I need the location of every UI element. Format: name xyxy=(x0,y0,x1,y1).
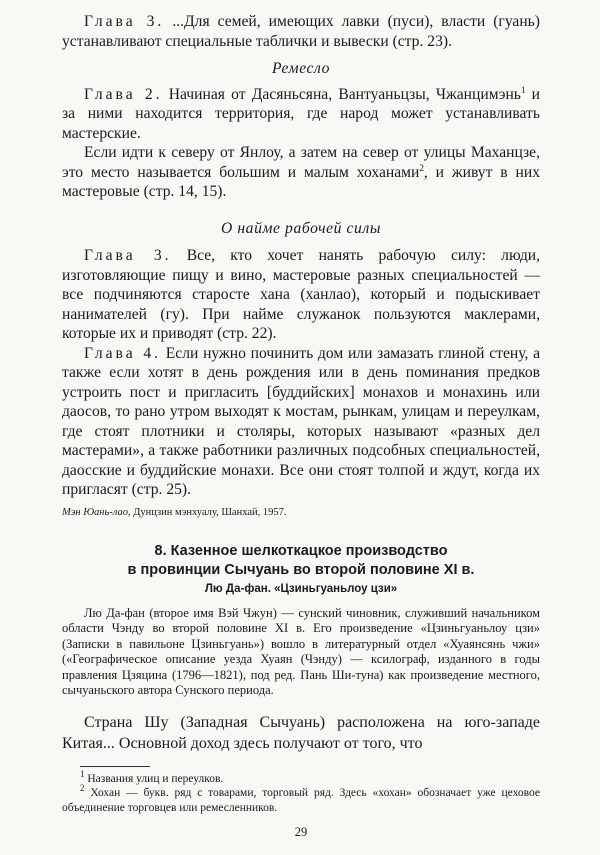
footnote-divider xyxy=(80,766,150,767)
paragraph-text: Если нужно починить дом или замазать глиной стену, а также если хотят в день рождения или в день поминания предков устроить пост и пригласить [буддийских] монахов и монахинь или даосов, то рано утром выходят к мостам, рынкам, улицам и переулкам, где стоят плотники и столяры, которых называют «разных дел мастерами», а также работники различных подсобных специальностей, даосские и буддийские монахи. Все они стоят толпой и ждут, когда их пригласят (стр. 25). xyxy=(62,344,540,498)
source-citation xyxy=(62,506,540,520)
chapter-label: Глава 3. xyxy=(84,13,165,30)
subheading-hiring: О найме рабочей силы xyxy=(220,219,382,237)
chapter-label: Глава 3. xyxy=(84,247,172,264)
paragraph-chapter2-workshops xyxy=(62,85,540,144)
source-author: Мэн Юань-лао, xyxy=(62,506,131,518)
paragraph-text: Если идти к северу от Янлоу, а затем на север от улицы Маханцзе, это место называется большим и малым хоханами xyxy=(62,144,540,181)
paragraph-text: ...Для семей, имеющих лавки (пуси), власти (гуань) устанавливают специальные таблички и вывески (стр. 23). xyxy=(62,13,540,50)
paragraph-hohan xyxy=(62,143,540,202)
page-content xyxy=(62,12,540,840)
paragraph-text: Начиная от Дасяньсяна, Вантуаньцзы, Чжанцимэнь xyxy=(168,85,521,103)
subheading-craft: Ремесло xyxy=(271,60,331,77)
paragraph-chapter4-repair xyxy=(62,344,540,500)
section-main-text: Страна Шу (Западная Сычуань) расположена на юго-западе Китая... Основной доход здесь получают от того, что xyxy=(62,713,540,752)
footnote-mark: 1 xyxy=(80,768,85,779)
footnote-text: Названия улиц и переулков. xyxy=(87,772,224,785)
paragraph-text: и за ними находится территория, где народ может устанавливать мастерские. xyxy=(62,85,541,142)
footnote-ref-2: 2 xyxy=(419,162,424,173)
footnote-1 xyxy=(62,768,540,787)
section-intro: Лю Да-фан (второе имя Вэй Чжун) — сунский чиновник, служивший начальником области Чэнду во второй половине XI в. Его произведение «Цзиньгуаньлоу цзи» (Записки в павильоне Цзиньгуань») вошло в литературный отдел «Хуаянсянь чжи» («Географическое описание уезда Хуаян (Чэнду) — ксилограф, изданного в годы правления Цзяцина (1796—1821), под ред. Пань Ши-туна) как произведение местного, сычуаньского автора Сунского периода. xyxy=(62,605,540,697)
footnote-text: Хохан — букв. ряд с товарами, торговый ряд. Здесь «хохан» обозначает уже цеховое объединение торговцев или ремесленников. xyxy=(62,787,541,814)
section-title-line1: 8. Казенное шелкоткацкое производство xyxy=(154,542,448,559)
source-title: Дунцзин мэнхуалу, Шанхай, 1957. xyxy=(133,506,287,518)
paragraph-text: Все, кто хочет нанять рабочую силу: люди, изготовляющие пищу и вино, мастеровые разных специальностей — все подчиняются старосте хана (ханлао), который и подыскивает нанимателей (гу). При найме служанок пользуются маклерами, которые их и приводят (стр. 22). xyxy=(62,247,540,342)
chapter-label: Глава 2. xyxy=(84,85,163,103)
section-author: Лю Да-фан. «Цзиньгуаньлоу цзи» xyxy=(204,582,398,595)
paragraph-text: , и живут в них мастеровые (стр. 14, 15). xyxy=(62,163,541,200)
footnote-2 xyxy=(62,783,541,815)
section-title-line2: в провинции Сычуань во второй половине XI в. xyxy=(127,561,475,578)
paragraph-chapter3-shops xyxy=(62,12,540,51)
footnote-ref-1: 1 xyxy=(520,84,526,95)
chapter-label: Глава 4. xyxy=(84,344,162,362)
section-title xyxy=(62,542,540,580)
page-number: 29 xyxy=(294,825,308,839)
footnote-mark: 2 xyxy=(80,783,85,794)
paragraph-chapter3-hiring xyxy=(62,246,540,344)
